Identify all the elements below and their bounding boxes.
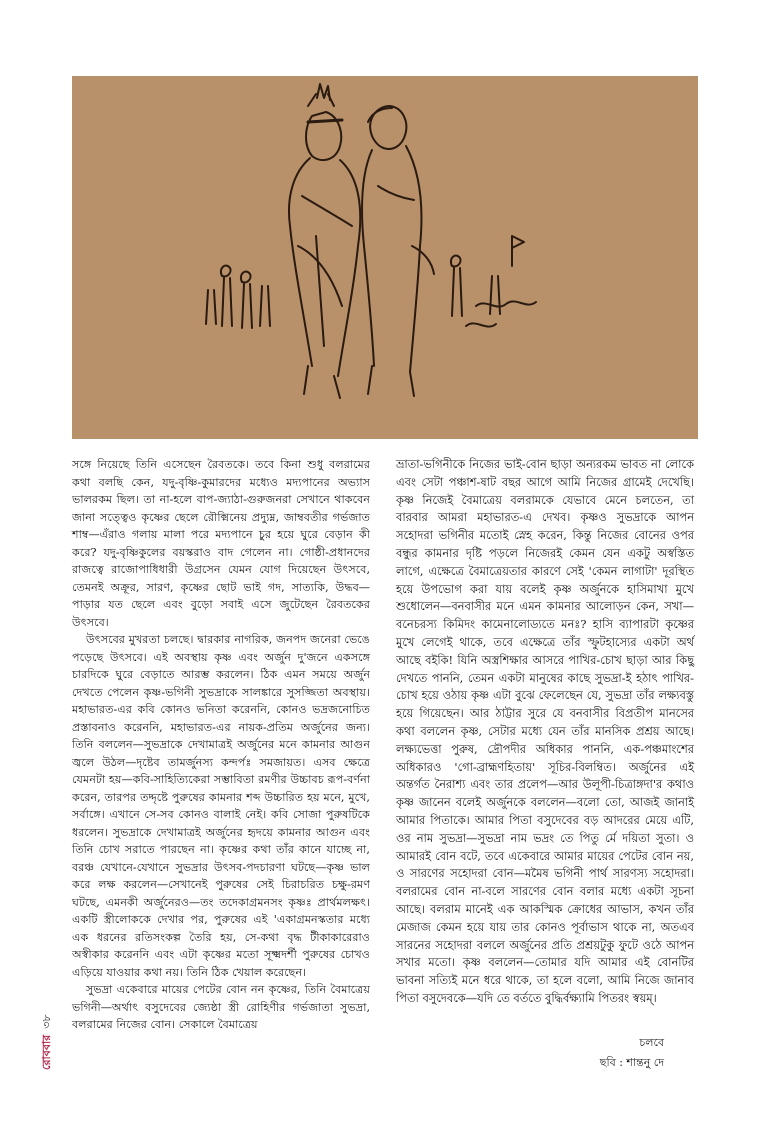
magazine-name: রোববার — [40, 1034, 53, 1070]
page-folio — [38, 1015, 57, 1071]
paragraph: উৎসবের মুখরতা চলছে। দ্বারকার নাগরিক, জনপদ জনেরা ভেঙে পড়েছে উৎসবে। এই অবস্থায় কৃষ্ণ এবং অর্জুন দু'জনে একসঙ্গে চারদিকে ঘুরে বেড়াতে আরম্ভ করলেন। ঠিক এমন সময়ে অর্জুন দেখতে পেলেন কৃষ্ণ-ভগিনী সুভদ্রাকে সালঙ্কারে সুসজ্জিতা অবস্থায়। মহাভারত-এর কবি কোনও ভনিতা করেননি, কোনও ভদ্রজনোচিত প্রস্তাবনাও করেননি, মহাভারত-এর নায়ক-প্রতিম অর্জুনের জন্য। তিনি বললেন—সুভদ্রাকে দেখামাত্রই অর্জুনের মনে কামনার আগুন জ্বলে উঠল—দৃষ্টেব তামর্জুনস্য কন্দর্পঃ সমজায়ত। এসব ক্ষেত্রে যেমনটা হয়—কবি-সাহিত্যিকেরা সম্ভাবিতা রমণীর উচ্চাবচ রূপ-বর্ণনা করেন, তারপর তদ্দৃষ্টে পুরুষের কামনার শব্দ উচ্চারিত হয় মনে, মুখে, সর্বাঙ্গে। এখানে সে-সব কোনও বালাই নেই। কবি সোজা পুরুষটিকে ধরলেন। সুভদ্রাকে দেখামাত্রই অর্জুনের হৃদয়ে কামনার আগুন এবং তিনি চোখ সরাতে পারছেন না। কৃষ্ণের কথা তাঁর কানে যাচ্ছে না, বরঞ্চ যেখানে-যেখানে সুভদ্রার উৎসব-পদচারণা ঘটছে—কৃষ্ণ ভাল করে লক্ষ করলেন—সেখানেই পুরুষের সেই চিরাচরিত চক্ষু-রমণ ঘটছে, এমনকী অর্জুনেরও—তং তদেকাগ্রমনসং কৃষ্ণঃ প্রার্থমলক্ষৎ। একটি স্ত্রীলোককে দেখার পর, পুরুষের এই 'একাগ্রমনস্কতার মধ্যে এক ধরনের রতিসংকল্প তৈরি হয়, সে-কথা বৃদ্ধ টীকাকারেরাও অস্বীকার করেননি এবং এটা কৃষ্ণের মতো সূক্ষ্মদর্শী পুরুষের চোখও এড়িয়ে যাওয়ার কথা নয়। তিনি ঠিক খেয়াল করেছেন। — [72, 633, 370, 979]
paragraph: সঙ্গে নিয়েছে তিনি এসেছেন রৈবতকে। তবে কিনা শুধু বলরামের কথা বলছি কেন, যদু-বৃষ্ণি-কুমারদের মধ্যেও মদ্যপানের অভ্যাস ভালরকম ছিল। তা না-হলে বাপ-জ্যাঠা-গুরুজনরা সেখানে থাকবেন জানা সত্ত্বেও কৃষ্ণের ছেলে রৌক্মিনেয় প্রদ্যুম্ন, জাম্ববতীর গর্ভজাত শাম্ব—এঁরাও গলায় মালা পরে মদ্যপানে চুর হয়ে ঘুরে বেড়ান কী করে? যদু-বৃষ্ণিকুলের বয়স্করাও বাদ গেলেন না। গোষ্ঠী-প্রধানদের রাজত্বে রাজোপাধিধারী উগ্রসেন যেমন যোগ দিয়েছেন উৎসবে, তেমনই অক্রূর, সারণ, কৃষ্ণের ছোট ভাই গদ, সাত্যকি, উদ্ধব—পাড়ার যত ছেলে এবং বুড়ো সবাই এসে জুটেছেন রৈবতকের উৎসবে। — [72, 458, 370, 629]
illustration-credit: ছবি : শান্তনু দে — [599, 1056, 664, 1069]
sketch-artwork — [72, 76, 698, 439]
page-number: ৩৮ — [40, 1014, 53, 1029]
article-column-right — [396, 456, 694, 1008]
credits — [396, 1033, 694, 1073]
illustration — [72, 76, 698, 439]
paragraph: সুভদ্রা একেবারে মায়ের পেটের বোন নন কৃষ্ণের, তিনি বৈমাত্রেয় ভগিনী—অর্থাৎ বসুদেবের জ্যেষ্ঠা স্ত্রী রোহিণীর গর্ভজাতা সুভদ্রা, বলরামের নিজের বোন। সেকালে বৈমাত্রেয় — [72, 983, 370, 1031]
paragraph: ভ্রাতা-ভগিনীকে নিজের ভাই-বোন ছাড়া অন্যরকম ভাবত না লোকে এবং সেটা পঞ্চাশ-ষাট বছর আগে আমি নিজের গ্রামেই দেখেছি। কৃষ্ণ নিজেই বৈমাত্রেয় বলরামকে যেভাবে মেনে চলতেন, তা বারবার আমরা মহাভারত-এ দেখব। কৃষ্ণও সুভদ্রাকে আপন সহোদরা ভগিনীর মতোই স্নেহ করেন, কিন্তু নিজের বোনের ওপর বন্ধুর কামনার দৃষ্টি পড়লে নিজেরই কেমন যেন একটু অস্বস্তিত লাগে, এক্ষেত্রে বৈমাত্রেয়তার কারণে সেই 'কেমন লাগাটা' দূরস্থিত হয়ে উপভোগ করা যায় বলেই কৃষ্ণ অর্জুনকে হাসিমাখা মুখে শুধোলেন—বনবাসীর মনে এমন কামনার আলোড়ন কেন, সখা—বনেচরস্য কিমিদং কামেনালোড্যতে মনঃ? হাসি ব্যাপারটা কৃষ্ণের মুখে লেগেই থাকে, তবে এক্ষেত্রে তাঁর স্ফুটহাস্যের একটা অর্থ আছে বইকি! যিনি অস্ত্রশিক্ষার আসরে পাখির-চোখ ছাড়া আর কিছু দেখতে পাননি, তেমন একটা মানুষের কাছে সুভদ্রা-ই হঠাৎ পাখির-চোখ হয়ে ওঠায় কৃষ্ণ এটা বুঝে ফেলেছেন যে, সুভদ্রা তাঁর লক্ষ্যবস্তু হয়ে গিয়েছেন। আর ঠাট্টার সুরে যে বনবাসীর বিপ্রতীপ মানসের কথা বললেন কৃষ্ণ, সেটার মধ্যে যেন তাঁর মানসিক প্রশ্রয় আছে। লক্ষ্যভেত্তা পুরুষ, দ্রৌপদীর অধিকার পাননি, এক-পঞ্চমাংশের অধিকারও 'গো-ব্রাহ্মণহিতায়' সূচির-বিলম্বিত। অর্জুনের এই অন্তর্গত নৈরাশ্য এবং তার প্রলেপ—আর উলূপী-চিত্রাঙ্গদা'র কথাও কৃষ্ণ জানেন বলেই অর্জুনকে বললেন—বলো তো, আজই জানাই আমার পিতাকে। আমার পিতা বসুদেবের বড় আদরের মেয়ে এটি, ওর নাম সুভদ্রা—সুভদ্রা নাম ভদ্রং তে পিতু র্মে দয়িতা সুতা। ও আমারই বোন বটে, তবে একেবারে আমার মায়ের পেটের বোন নয়, ও সারণের সহোদরা বোন—মমৈষ ভগিনী পার্থ সারণস্য সহোদরা। বলরামের বোন না-বলে সারণের বোন বলার মধ্যে একটা সূচনা আছে। বলরাম মানেই এক আকস্মিক ক্রোধের আভাস, কখন তাঁর মেজাজ কেমন হয়ে যায় তার কোনও পূর্বাভাস থাকে না, অতএব সারনের সহোদরা বললে অর্জুনের প্রতি প্রশ্রয়টুকু ফুটে ওঠে আপন সখার মতো। কৃষ্ণ বললেন—তোমার যদি আমার এই বোনটির ভাবনা সত্যিই মনে ধরে থাকে, তা হলে বলো, আমি নিজে জানাব পিতা বসুদেবকে—যদি তে বর্ততে বুদ্ধির্বক্ষ্যামি পিতরং স্বয়ম্‌। — [396, 457, 694, 1005]
continued-label: চলবে — [639, 1036, 664, 1049]
article-column-left — [72, 456, 370, 1034]
